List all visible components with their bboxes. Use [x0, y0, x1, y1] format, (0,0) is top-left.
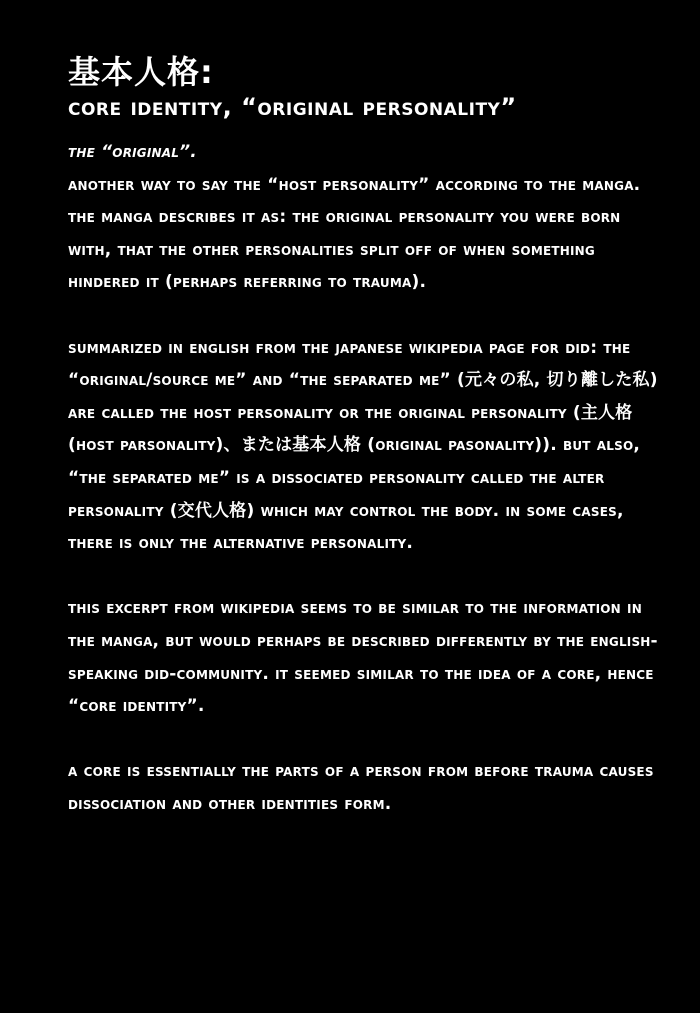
paragraph-gap [68, 299, 658, 332]
document-page [68, 52, 658, 820]
paragraph-gap [68, 723, 658, 756]
paragraph-wikipedia-summary: summarized in english from the japanese wikipedia page for did: the “original/source me” and “the separated me” (元々の私, 切り離した私) are called the host personality or the original personality (主人格 (host parsonality)、または基本人格 (original pasonality)). but also, “the separated me” is a dissociated personality called the alter personality (交代人格) which may control the body. in some cases, there is only the alternative personality. [68, 337, 658, 554]
title-japanese: 基本人格: [68, 53, 214, 91]
paragraph-manga-description: the manga describes it as: the original personality you were born with, that the other personalities split off of when something hindered it (perhaps referring to trauma). [68, 207, 621, 293]
paragraph-host-definition: another way to say the “host personality” according to the manga. [68, 174, 641, 195]
section-subtitle: the “original”. [68, 142, 197, 162]
paragraph-core-definition: a core is essentially the parts of a person from before trauma causes dissociation and other identities form. [68, 761, 654, 814]
paragraph-excerpt-comparison: this excerpt from wikipedia seems to be similar to the information in the manga, but would perhaps be described differently by the english-speaking did-community. it seemed similar to the idea of a core, hence “core identity”. [68, 598, 658, 717]
paragraph-gap [68, 560, 658, 593]
title-english: core identity, “original personality” [68, 93, 517, 121]
